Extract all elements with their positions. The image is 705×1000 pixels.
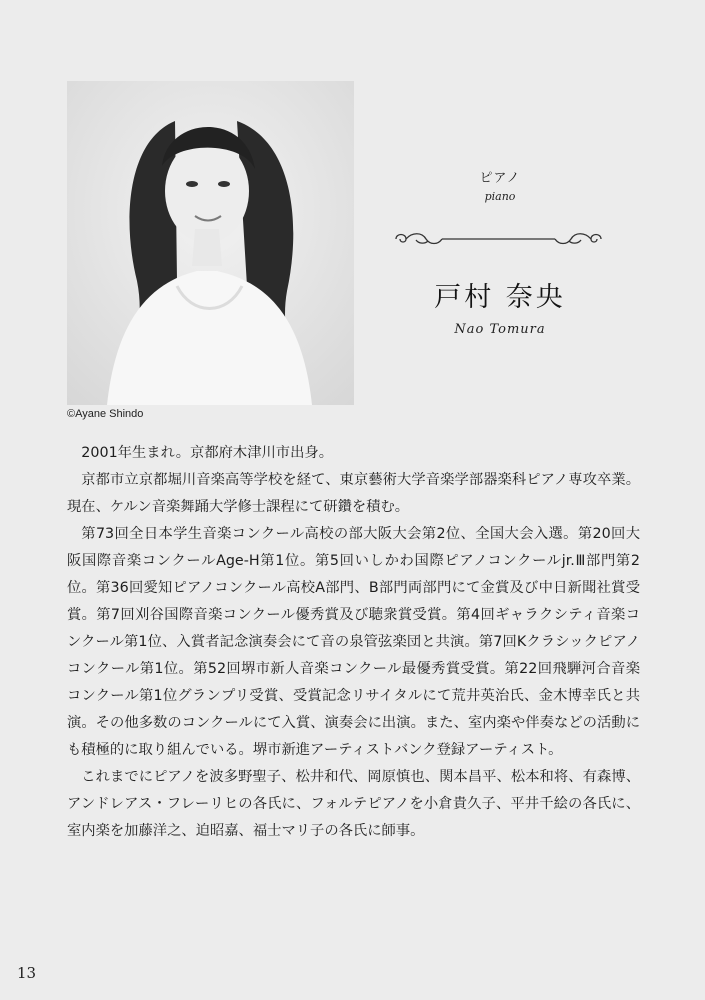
ornament-divider: [392, 229, 605, 249]
bio-paragraph: 第73回全日本学生音楽コンクール高校の部大阪大会第2位、全国大会入選。第20回大阪国際音楽コンクールAge-H第1位。第5回いしかわ国際ピアノコンクールjr.Ⅲ部門第2位。第36回愛知ピアノコンクール高校A部門、B部門両部門にて金賞及び中日新聞社賞受賞。第7回刈谷国際音楽コンクール優秀賞及び聴衆賞受賞。第4回ギャラクシティ音楽コンクール第1位、入賞者記念演奏会にて音の泉管弦楽団と共演。第7回Kクラシックピアノコンクール第1位。第52回堺市新人音楽コンクール最優秀賞受賞。第22回飛騨河合音楽コンクール第1位グランプリ受賞、受賞記念リサイタルにて荒井英治氏、金木博幸氏と共演。その他多数のコンクールにて入賞、演奏会に出演。また、室内楽や伴奏などの活動にも積極的に取り組んでいる。堺市新進アーティストバンク登録アーティスト。: [67, 526, 640, 758]
bio-paragraph: 京都市立京都堀川音楽高等学校を経て、東京藝術大学音楽学部器楽科ピアノ専攻卒業。現在、ケルン音楽舞踊大学修士課程にて研鑽を積む。: [67, 472, 640, 515]
instrument-ja: ピアノ: [479, 171, 521, 186]
bio-paragraph: 2001年生まれ。京都府木津川市出身。: [81, 445, 333, 461]
biography: [67, 440, 640, 845]
bio-paragraph: これまでにピアノを波多野聖子、松井和代、岡原慎也、関本昌平、松本和将、有森博、アンドレアス・フレーリヒの各氏に、フォルテピアノを小倉貴久子、平井千絵の各氏に、室内楽を加藤洋之、迫昭嘉、福士マリ子の各氏に師事。: [67, 769, 640, 839]
page-number: 13: [17, 964, 37, 982]
instrument-en: piano: [484, 190, 516, 203]
performer-name-ja: 戸村 奈央: [434, 282, 566, 313]
photo-credit: ©Ayane Shindo: [67, 408, 144, 420]
portrait-photo: [67, 81, 354, 405]
performer-name-en: Nao Tomura: [454, 322, 546, 337]
